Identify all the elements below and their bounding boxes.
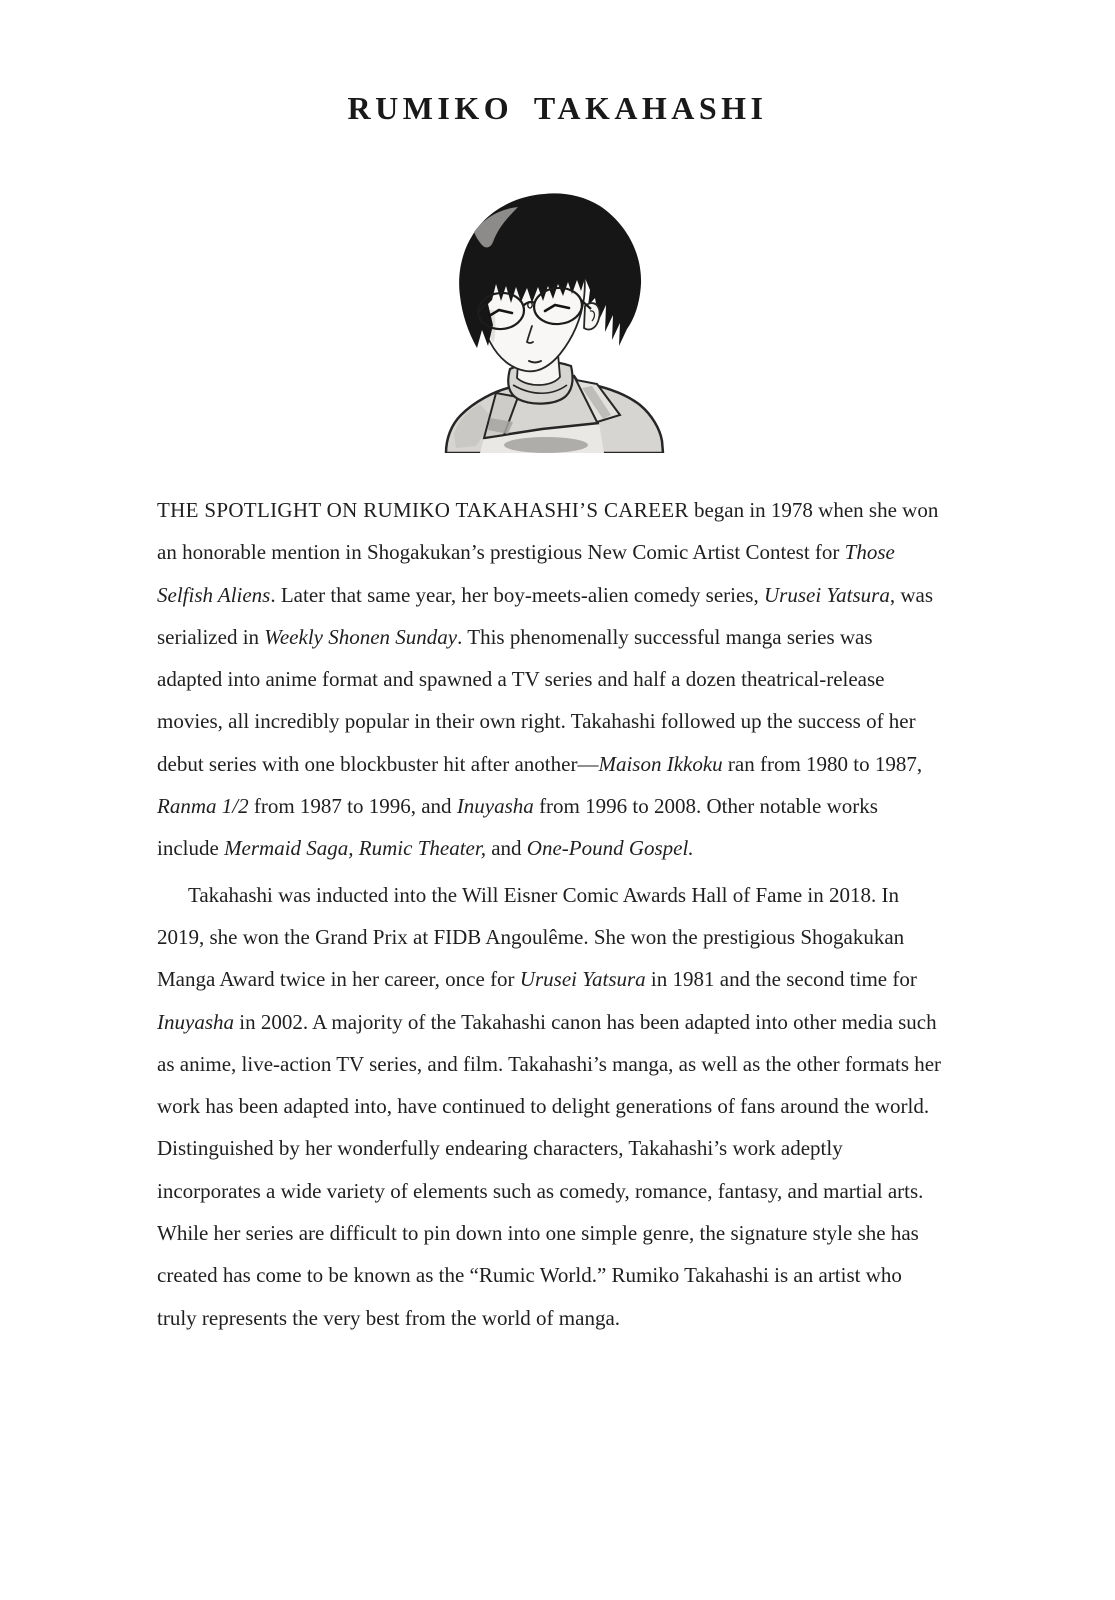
bio-segment-normal: in 2002. A majority of the Takahashi canon has been adapted into other media such as anime, live-action TV series, and film. Takahashi’s manga, as well as the other formats her work has been adapted into, have continued to delight generations of fans around the world. Distinguished by her wonderfully endearing characters, Takahashi’s work adeptly incorporates a wide variety of elements such as comedy, romance, fantasy, and martial arts. While her series are difficult to pin down into one simple genre, the signature style she has created has come to be known as the “Rumic World.” Rumiko Takahashi is an artist who truly represents the very best from the world of manga. xyxy=(157,1009,942,1330)
author-portrait-illustration xyxy=(444,192,672,453)
bio-segment-italic: Inuyasha xyxy=(157,1009,234,1034)
bio-segment-italic: One-Pound Gospel. xyxy=(526,836,694,861)
bio-segment-normal: began in 1978 when she won an honorable mention in Shogakukan’s prestigious New Comic Artist Contest for xyxy=(157,498,939,565)
bio-segment-normal: in 1981 and the second time for xyxy=(645,967,917,992)
bio-segment-italic: Urusei Yatsura xyxy=(763,582,890,607)
bio-segment-italic: Weekly Shonen Sunday xyxy=(264,624,458,649)
ear xyxy=(584,303,600,329)
bio-segment-normal: and xyxy=(485,836,527,861)
bio-paragraph xyxy=(157,874,943,1339)
bio-segment-italic: Inuyasha xyxy=(456,794,534,819)
bio-paragraph xyxy=(157,489,943,870)
bio-segment-italic: Urusei Yatsura xyxy=(519,967,646,992)
bio-segment-normal: from 1996 to 2008. Other notable works include xyxy=(157,794,878,861)
portrait-svg xyxy=(444,192,672,453)
bio-segment-normal: , was serialized in xyxy=(157,582,934,649)
bio-segment-italic: Maison Ikkoku xyxy=(598,751,723,776)
bio-segment-normal: from 1987 to 1996, and xyxy=(248,794,457,819)
bio-text xyxy=(157,489,943,1339)
bio-segment-italic: Ranma 1/2 xyxy=(157,794,249,819)
page-title: RUMIKO TAKAHASHI xyxy=(347,90,768,126)
bio-segment-italic: Those Selfish Aliens xyxy=(157,540,895,607)
bio-segment-caps: THE SPOTLIGHT ON RUMIKO TAKAHASHI’S CAREER xyxy=(157,498,689,522)
bio-segment-normal: Takahashi was inducted into the Will Eisner Comic Awards Hall of Fame in 2018. In 2019, she won the Grand Prix at FIDB Angoulême. She won the prestigious Shogakukan Manga Award twice in her career, once for xyxy=(157,882,905,992)
bio-segment-normal: . This phenomenally successful manga series was adapted into anime format and spawned a TV series and half a dozen theatrical-release movies, all incredibly popular in their own right. Takahashi followed up the success of her debut series with one blockbuster hit after another— xyxy=(157,624,916,776)
bio-segment-normal: . Later that same year, her boy-meets-alien comedy series, xyxy=(270,582,764,607)
bio-segment-normal: ran from 1980 to 1987, xyxy=(722,751,923,776)
bib-shading xyxy=(504,437,588,453)
bio-segment-italic: Mermaid Saga, Rumic Theater, xyxy=(224,836,486,861)
